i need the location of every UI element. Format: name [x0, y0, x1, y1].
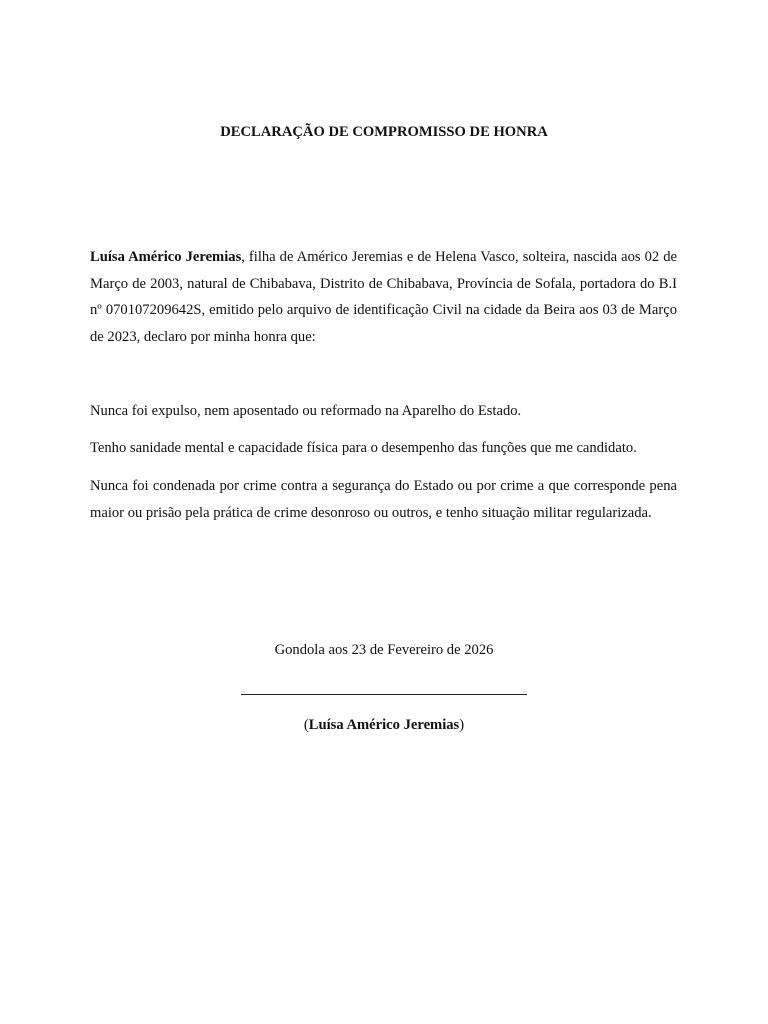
place-and-date: Gondola aos 23 de Fevereiro de 2026 — [274, 642, 494, 658]
intro-paragraph — [90, 244, 677, 351]
statement-2: Tenho sanidade mental e capacidade física para o desempenho das funções que me candidato. — [90, 440, 637, 456]
signature-person-name: Luísa Américo Jeremias — [308, 717, 460, 733]
intro-text: , filha de Américo Jeremias e de Helena Vasco, solteira, nascida aos 02 de Março de 2003, natural de Chibabava, Distrito de Chibabava, Província de Sofala, portadora do B.I nº 070107209642S, emitido pelo arquivo de identificação Civil na cidade da Beira aos 03 de Março de 2023, declaro por minha honra que: — [90, 249, 677, 346]
statement-1: Nunca foi expulso, nem aposentado ou reformado na Aparelho do Estado. — [90, 403, 522, 419]
signature-open-paren: ( — [303, 717, 309, 733]
statement-3: Nunca foi condenada por crime contra a segurança do Estado ou por crime a que corresponde pena maior ou prisão pela prática de crime desonroso ou outros, e tenho situação militar regularizada. — [90, 478, 677, 521]
signature-line — [241, 694, 527, 695]
signature-name — [0, 713, 768, 737]
document-title: DECLARAÇÃO DE COMPROMISSO DE HONRA — [220, 124, 548, 140]
signature-close-paren: ) — [459, 717, 465, 733]
declarant-name: Luísa Américo Jeremias — [90, 249, 242, 265]
